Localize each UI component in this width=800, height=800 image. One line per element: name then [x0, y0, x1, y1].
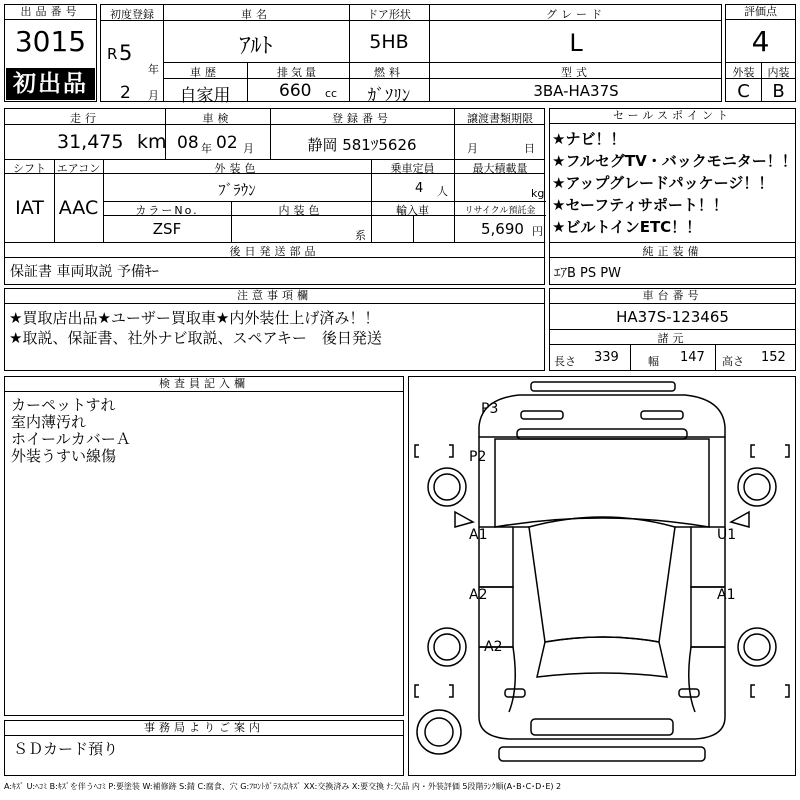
sales-point-4: ★セーフティサポート！！	[552, 196, 728, 214]
shift-label: シフト	[13, 162, 46, 175]
inspector-line-2: 室内薄汚れ	[11, 413, 87, 431]
interior-color-label: 内装色	[278, 204, 324, 217]
inspector-line-1: カーペットすれ	[11, 396, 116, 414]
history-value: 自家用	[179, 86, 231, 106]
lot-box	[4, 4, 97, 102]
dims-label: 諸元	[657, 332, 688, 345]
equipment-text: ｴｱB PS PW	[554, 266, 621, 281]
score-label: 評価点	[726, 5, 795, 20]
sales-point-5: ★ビルトインETC！！	[552, 218, 702, 236]
score-value: 4	[751, 25, 770, 58]
ac-label: エアコン	[56, 162, 101, 175]
recycle-label: リサイクル預託金	[464, 206, 536, 216]
inspector-box	[4, 376, 404, 716]
sales-point-1: ★ナビ！！	[552, 130, 626, 148]
grade-value: L	[569, 29, 583, 57]
length-label: 長さ	[554, 355, 576, 368]
reg-era: R	[107, 45, 118, 63]
first-listing-badge: 初出品	[6, 68, 95, 100]
office-box	[4, 720, 404, 776]
chassis-label: 車台番号	[550, 289, 795, 304]
reg-month-unit: 月	[148, 89, 159, 102]
recycle-value: 5,690	[481, 220, 524, 238]
sales-label: セールスポイント	[550, 109, 795, 124]
damage-diagram	[408, 376, 796, 776]
mark-a1-left: A1	[469, 527, 488, 543]
color-no-label: カラーNo.	[135, 204, 199, 217]
score-box	[725, 4, 796, 102]
office-text: ＳＤカード預り	[13, 740, 119, 758]
plate-value: 静岡 581ﾂ5626	[307, 136, 417, 154]
interior-color-unit: 系	[355, 229, 366, 242]
color-no-value: ZSF	[152, 220, 182, 238]
notes-line-2: ★取説、保証書、社外ナビ取説、スペアキー 後日発送	[9, 329, 382, 347]
model-value: 3BA-HA37S	[533, 82, 619, 100]
notes-line-1: ★買取店出品★ユーザー買取車★内外装仕上げ済み！！	[9, 309, 380, 327]
recycle-unit: 円	[532, 225, 543, 238]
width-label: 幅	[648, 355, 659, 368]
load-unit: kg	[531, 187, 545, 200]
inspector-label: 検査員記入欄	[5, 377, 403, 392]
transfer-label: 譲渡書類期限	[467, 112, 533, 125]
transfer-month-unit: 月	[467, 142, 478, 155]
inspect-year: 08	[177, 133, 199, 153]
history-label: 車歴	[190, 66, 220, 79]
sales-point-2: ★フルセグTV・バックモニター！！	[552, 152, 797, 170]
ext-grade: C	[737, 81, 750, 102]
sales-points-box	[549, 108, 796, 285]
car-name-label: 車名	[241, 8, 271, 21]
height-value: 152	[761, 350, 786, 365]
reg-label: 初度登録	[110, 8, 154, 21]
equipment-label: 純正装備	[642, 245, 703, 258]
mileage-unit: km	[137, 131, 167, 153]
model-label: 型式	[561, 66, 591, 79]
reg-month: 2	[120, 83, 131, 103]
mark-a2-rear: A2	[484, 639, 503, 655]
inspect-month-unit: 月	[243, 142, 254, 155]
reg-year: 5	[119, 41, 133, 65]
height-label: 高さ	[722, 355, 744, 368]
door-value: 5HB	[369, 31, 409, 53]
chassis-box	[549, 288, 796, 371]
later-parts-text: 保証書 車両取説 予備ｷｰ	[10, 264, 159, 280]
mark-a2-left: A2	[469, 587, 488, 603]
int-label: 内装	[767, 66, 790, 79]
disp-label: 排気量	[277, 66, 319, 79]
notes-label: 注意事項欄	[5, 289, 544, 304]
main-info-box	[100, 4, 722, 106]
inspector-line-3: ホイールカバーＡ	[11, 430, 131, 448]
fuel-value: ｶﾞｿﾘﾝ	[367, 86, 411, 106]
car-name: ｱﾙﾄ	[239, 34, 273, 59]
inspector-line-4: 外装うすい線傷	[11, 447, 117, 465]
notes-box	[4, 288, 545, 371]
disp-unit: cc	[325, 87, 338, 100]
mark-a1-right: A1	[717, 587, 736, 603]
office-label: 事務局よりご案内	[5, 721, 403, 736]
mark-p3: P3	[481, 401, 499, 417]
vehicle-detail-box	[4, 108, 545, 285]
shift-value: IAT	[15, 197, 44, 219]
chassis-number: HA37S-123465	[616, 308, 729, 326]
later-parts-label: 後日発送部品	[229, 245, 320, 258]
plate-label: 登録番号	[332, 112, 392, 125]
sales-point-3: ★アップグレードパッケージ！！	[552, 174, 774, 192]
color-label: 外装色	[214, 162, 260, 175]
color-value: ﾌﾞﾗｳﾝ	[218, 181, 256, 199]
capacity-label: 乗車定員	[390, 162, 435, 175]
import-label: 輸入車	[396, 204, 429, 217]
int-grade: B	[772, 81, 785, 102]
fuel-label: 燃料	[374, 66, 404, 79]
inspect-label: 車検	[202, 112, 233, 125]
mark-p2: P2	[469, 449, 487, 465]
transfer-day-unit: 日	[524, 142, 535, 155]
ext-label: 外装	[732, 66, 755, 79]
ac-value: AAC	[58, 197, 99, 219]
width-value: 147	[680, 350, 705, 365]
mark-u1: U1	[717, 527, 737, 543]
mileage-value: 31,475	[57, 131, 124, 153]
inspect-year-unit: 年	[201, 142, 212, 155]
disp-value: 660	[279, 81, 312, 101]
door-label: ドア形状	[367, 8, 411, 21]
load-label: 最大積載量	[472, 162, 528, 175]
capacity-value: 4	[415, 181, 424, 196]
length-value: 339	[594, 350, 619, 365]
car-outline	[409, 377, 795, 775]
grade-label: グレード	[546, 8, 606, 21]
reg-year-unit: 年	[148, 63, 159, 76]
mileage-label: 走行	[70, 112, 100, 125]
lot-label: 出品番号	[5, 5, 96, 20]
lot-number: 3015	[14, 25, 87, 58]
inspect-month: 02	[216, 133, 238, 153]
capacity-unit: 人	[437, 185, 448, 198]
legend: A:ｷｽﾞ U:ﾍｺﾐ B:ｷｽﾞを伴うﾍｺﾐ P:要塗装 W:補修跡 S:錆 C:腐食、穴 G:ﾌﾛﾝﾄｶﾞﾗｽ点ｷｽﾞ XX:交換済み X:要交換 ﾅ:欠品 内・外装評価 5段階ﾗﾝｸ順(A･B･C･D･E) 2	[4, 782, 562, 791]
